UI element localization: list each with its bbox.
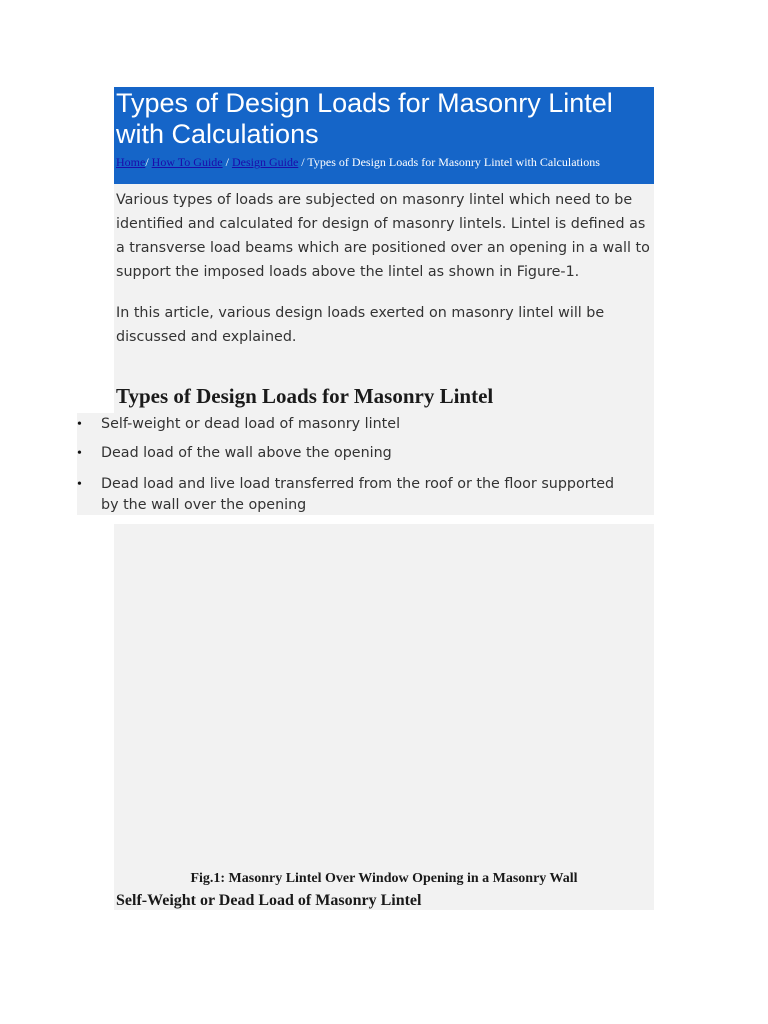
load-types-list-block [77,413,654,515]
list-item [77,414,621,435]
breadcrumb [116,155,652,169]
breadcrumb-how-to-guide-link[interactable]: How To Guide [151,155,223,169]
section-heading: Types of Design Loads for Masonry Lintel [116,384,494,408]
title-banner [114,87,654,184]
figure-placeholder [114,524,654,910]
breadcrumb-design-guide-link[interactable]: Design Guide [231,155,299,169]
breadcrumb-separator: / [225,155,229,169]
intro-paragraph: Various types of loads are subjected on masonry lintel which need to be identified and calculated for design of masonry lintels. Lintel is defined as a transverse load beams which are positioned over an opening in a wall to support the imposed loads above the lintel as shown in Figure-1. [116,192,650,280]
list-item [77,474,621,516]
subsection-heading: Self-Weight or Dead Load of Masonry Lintel [116,892,422,909]
breadcrumb-separator: / [145,155,149,169]
breadcrumb-separator: / [301,155,305,169]
figure-caption: Fig.1: Masonry Lintel Over Window Opening in a Masonry Wall [190,871,578,886]
list-item-text: Dead load of the wall above the opening [101,445,392,461]
bullet-icon: • [77,417,82,432]
intro-paragraph: In this article, various design loads exerted on masonry lintel will be discussed and explained. [116,305,605,345]
list-item-text: Self-weight or dead load of masonry lintel [101,416,401,432]
bullet-icon: • [77,477,82,492]
list-item [77,443,621,464]
list-item-text: Dead load and live load transferred from the roof or the floor supported by the wall over the opening [101,476,615,513]
breadcrumb-current: Types of Design Loads for Masonry Lintel with Calculations [307,155,600,169]
article-intro [114,184,654,413]
breadcrumb-home-link[interactable]: Home [116,155,146,169]
bullet-icon: • [77,446,82,461]
article-title: Types of Design Loads for Masonry Lintel with Calculations [116,88,613,149]
